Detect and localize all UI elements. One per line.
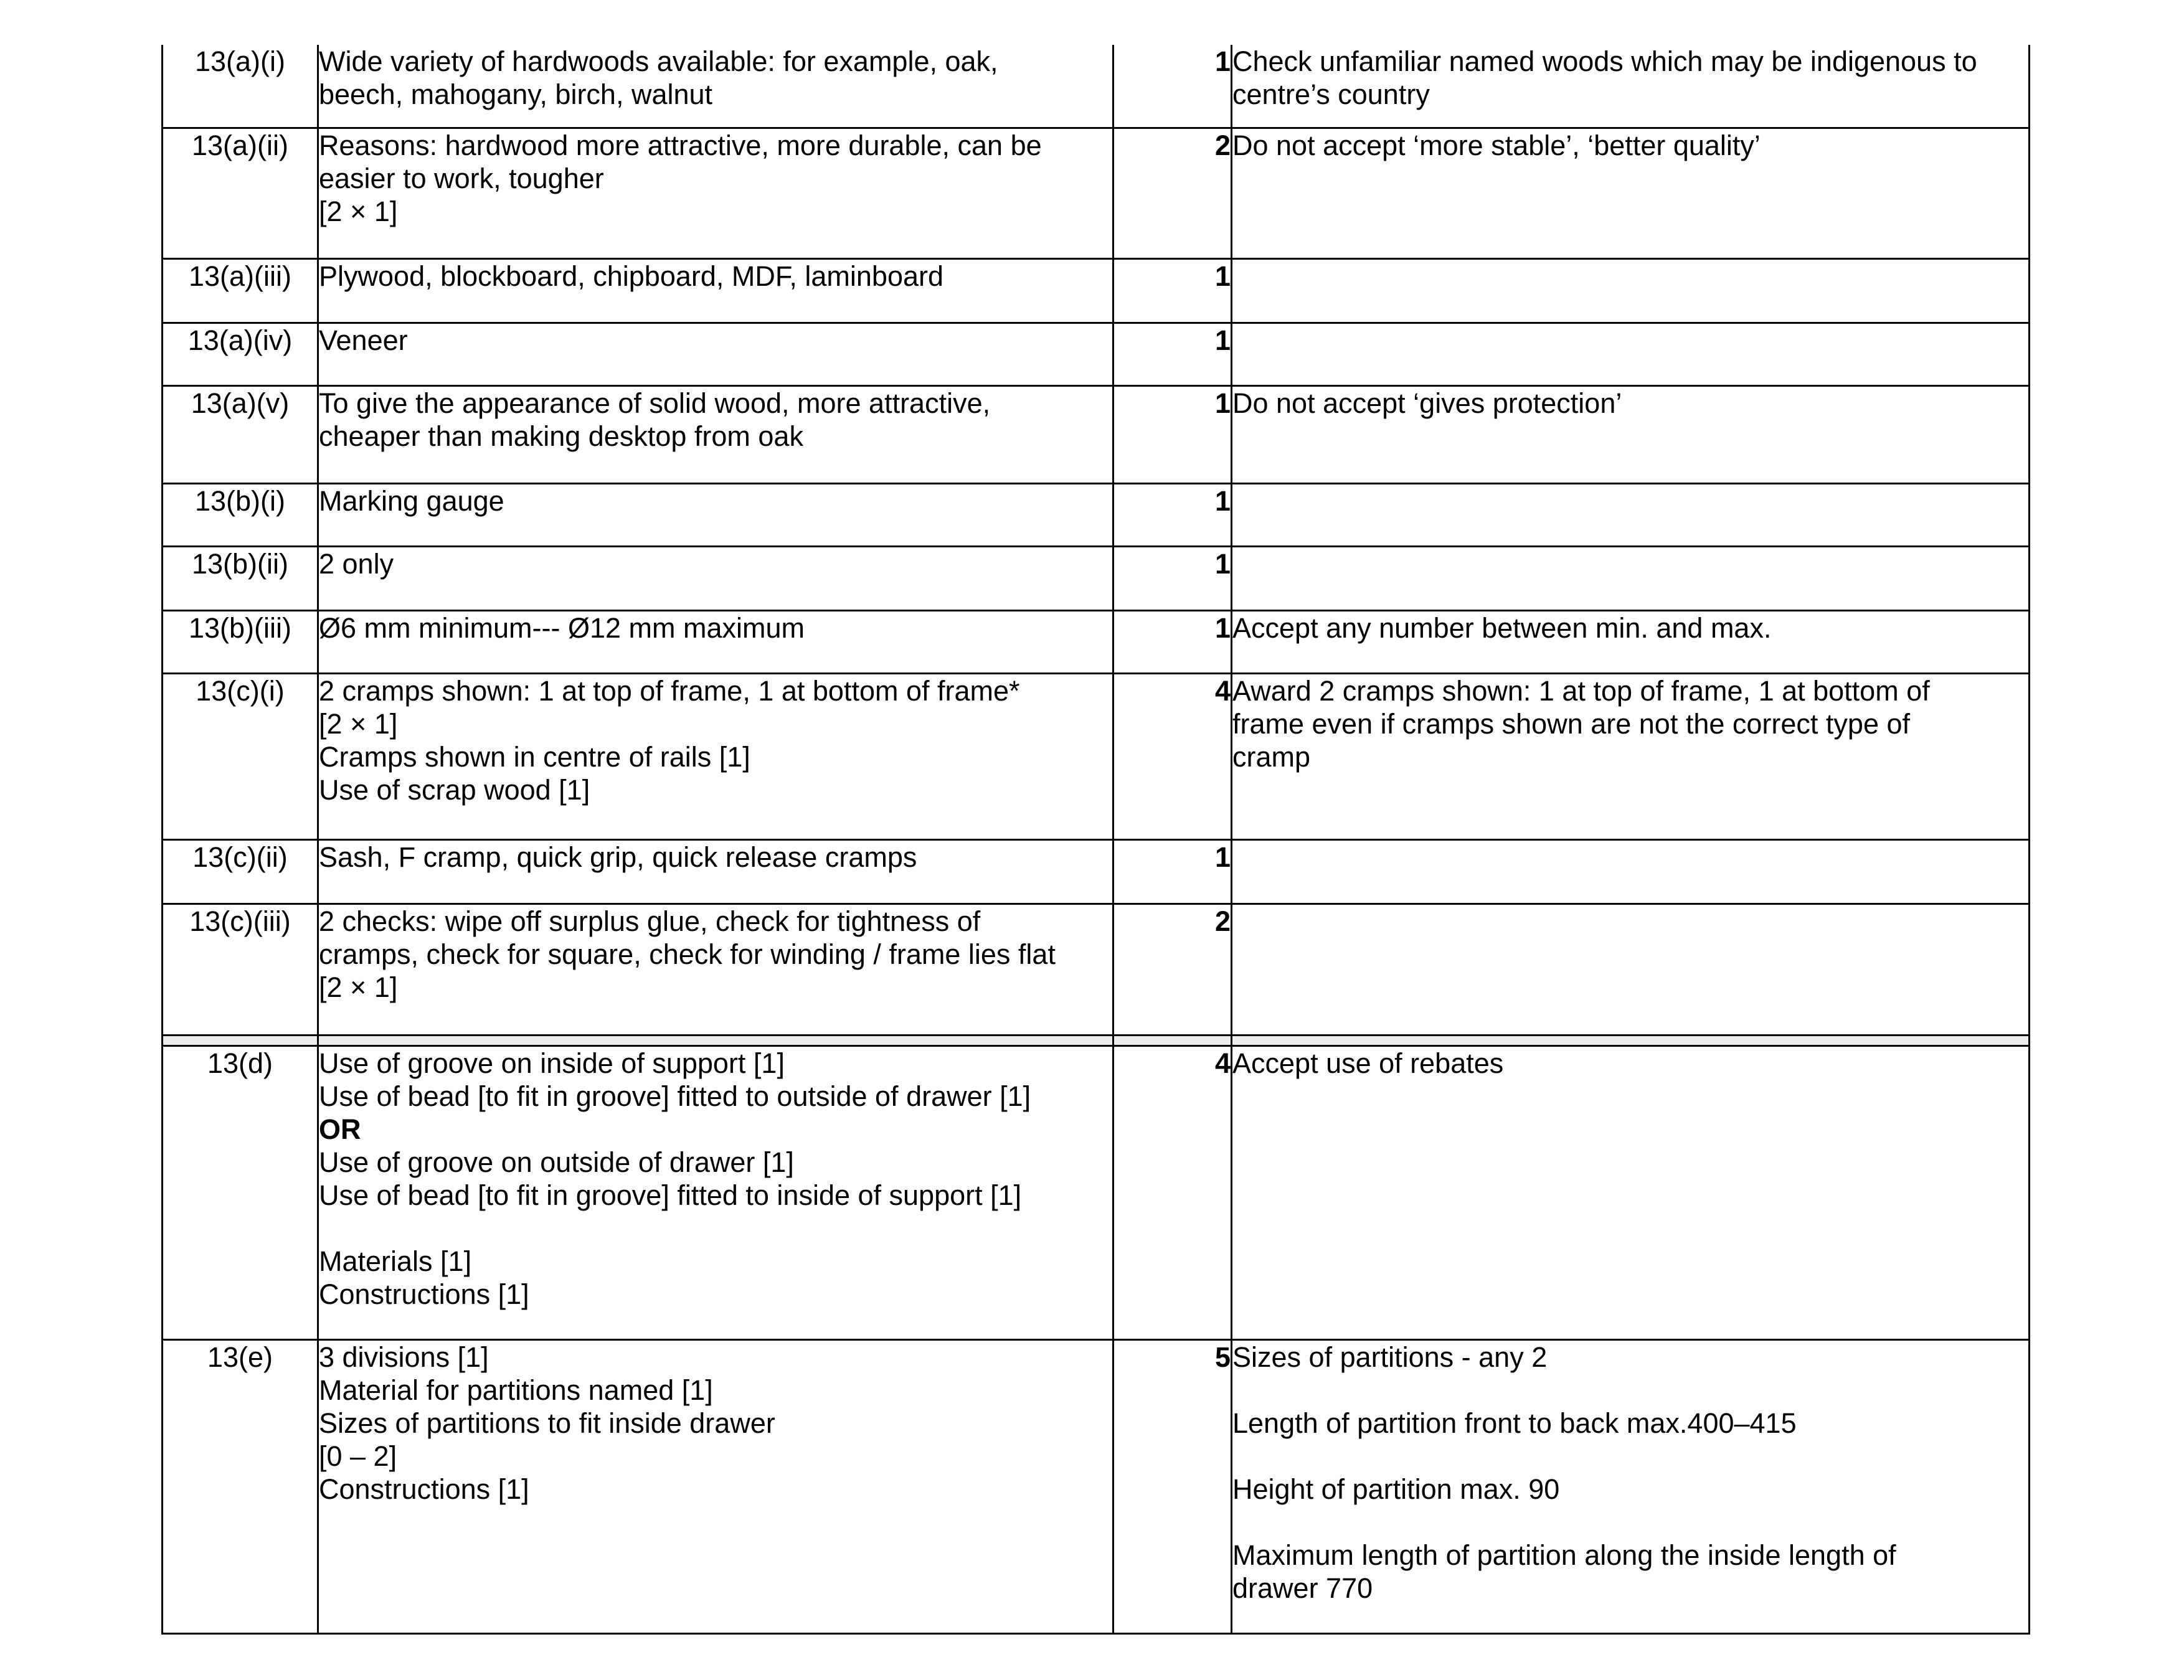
answer-line: Plywood, blockboard, chipboard, MDF, laminboard — [319, 260, 944, 292]
answer-line: 2 cramps shown: 1 at top of frame, 1 at bottom of frame* — [319, 674, 1020, 707]
guidance-line — [1232, 1440, 2028, 1473]
answer-line: Reasons: hardwood more attractive, more durable, can be — [319, 129, 1042, 161]
table-row — [163, 258, 2030, 323]
marks-value: 2 — [1113, 128, 1232, 258]
guidance-line: Check unfamiliar named woods which may be indigenous to — [1232, 45, 1977, 77]
guidance-line: drawer 770 — [1232, 1572, 1373, 1604]
answer-line: [2 × 1] — [319, 707, 398, 740]
answer-cell — [318, 610, 1113, 673]
answer-line: Sizes of partitions to fit inside drawer — [319, 1407, 775, 1439]
guidance-cell — [1232, 673, 2030, 839]
answer-cell — [318, 323, 1113, 385]
answer-line: [2 × 1] — [319, 971, 398, 1003]
answer-cell — [318, 673, 1113, 839]
table-row — [163, 45, 2030, 128]
table-row — [163, 610, 2030, 673]
answer-line: Wide variety of hardwoods available: for example, oak, — [319, 45, 998, 77]
marks-value: 4 — [1113, 673, 1232, 839]
answer-line: beech, mahogany, birch, walnut — [319, 78, 713, 110]
marks-value: 1 — [1113, 45, 1232, 128]
table-row — [163, 385, 2030, 483]
guidance-line: Do not accept ‘more stable’, ‘better quality’ — [1232, 129, 1761, 161]
answer-cell — [318, 483, 1113, 546]
answer-line: [2 × 1] — [319, 195, 398, 227]
guidance-cell — [1232, 128, 2030, 258]
guidance-cell — [1232, 385, 2030, 483]
guidance-line — [1232, 1374, 2028, 1407]
answer-line: Use of groove on inside of support [1] — [319, 1047, 785, 1079]
question-number: 13(a)(v) — [163, 385, 318, 483]
table-row — [163, 904, 2030, 1035]
answer-line: Marking gauge — [319, 484, 504, 517]
answer-line: Use of groove on outside of drawer [1] — [319, 1146, 794, 1178]
table-row — [163, 546, 2030, 610]
mark-scheme-table — [161, 45, 2030, 1635]
answer-line: Constructions [1] — [319, 1278, 529, 1310]
guidance-line: Do not accept ‘gives protection’ — [1232, 387, 1622, 419]
question-number: 13(b)(i) — [163, 483, 318, 546]
guidance-line: cramp — [1232, 740, 1311, 773]
answer-line: Sash, F cramp, quick grip, quick release cramps — [319, 841, 917, 873]
marks-value: 4 — [1113, 1045, 1232, 1339]
answer-line: 2 checks: wipe off surplus glue, check for tightness of — [319, 905, 981, 937]
answer-line: cramps, check for square, check for winding / frame lies flat — [319, 938, 1056, 970]
question-number: 13(a)(i) — [163, 45, 318, 128]
answer-line: Constructions [1] — [319, 1473, 529, 1505]
answer-line: To give the appearance of solid wood, more attractive, — [319, 387, 991, 419]
answer-cell — [318, 904, 1113, 1035]
marks-value: 1 — [1113, 546, 1232, 610]
answer-line: cheaper than making desktop from oak — [319, 420, 803, 452]
question-number: 13(d) — [163, 1045, 318, 1339]
guidance-cell — [1232, 1045, 2030, 1339]
guidance-line: Length of partition front to back max.400–415 — [1232, 1407, 1797, 1439]
marks-value: 1 — [1113, 258, 1232, 323]
guidance-line: Accept use of rebates — [1232, 1047, 1504, 1079]
marks-value: 1 — [1113, 385, 1232, 483]
answer-line-or: OR — [319, 1113, 361, 1145]
guidance-line: centre’s country — [1232, 78, 1430, 110]
guidance-cell — [1232, 258, 2030, 323]
question-number: 13(b)(ii) — [163, 546, 318, 610]
marks-value: 5 — [1113, 1339, 1232, 1633]
table-row — [163, 1045, 2030, 1339]
guidance-cell — [1232, 839, 2030, 904]
question-number: 13(a)(iv) — [163, 323, 318, 385]
answer-cell — [318, 1339, 1113, 1633]
answer-cell — [318, 839, 1113, 904]
guidance-cell — [1232, 323, 2030, 385]
table-separator — [163, 1035, 2030, 1045]
question-number: 13(a)(iii) — [163, 258, 318, 323]
guidance-line: Maximum length of partition along the inside length of — [1232, 1539, 1896, 1571]
guidance-cell — [1232, 483, 2030, 546]
guidance-cell — [1232, 546, 2030, 610]
answer-line: Cramps shown in centre of rails [1] — [319, 740, 750, 773]
guidance-line: frame even if cramps shown are not the correct type of — [1232, 707, 1910, 740]
table-row — [163, 839, 2030, 904]
answer-line: Use of bead [to fit in groove] fitted to inside of support [1] — [319, 1179, 1022, 1211]
guidance-cell — [1232, 1339, 2030, 1633]
question-number: 13(b)(iii) — [163, 610, 318, 673]
answer-line: Ø6 mm minimum--- Ø12 mm maximum — [319, 611, 805, 644]
answer-cell — [318, 546, 1113, 610]
table-row — [163, 483, 2030, 546]
answer-line: Materials [1] — [319, 1245, 472, 1277]
guidance-line: Award 2 cramps shown: 1 at top of frame, 1 at bottom of — [1232, 674, 1930, 707]
question-number: 13(c)(i) — [163, 673, 318, 839]
marks-value: 1 — [1113, 839, 1232, 904]
guidance-cell — [1232, 904, 2030, 1035]
answer-line: Use of bead [to fit in groove] fitted to outside of drawer [1] — [319, 1080, 1031, 1112]
answer-line: 3 divisions [1] — [319, 1341, 489, 1373]
answer-line — [319, 1212, 1112, 1245]
answer-cell — [318, 258, 1113, 323]
answer-line: [0 – 2] — [319, 1440, 397, 1472]
question-number: 13(c)(ii) — [163, 839, 318, 904]
answer-cell — [318, 385, 1113, 483]
question-number: 13(e) — [163, 1339, 318, 1633]
answer-line: Use of scrap wood [1] — [319, 773, 590, 806]
marks-value: 1 — [1113, 323, 1232, 385]
answer-cell — [318, 128, 1113, 258]
marks-value: 1 — [1113, 610, 1232, 673]
answer-line: Material for partitions named [1] — [319, 1374, 713, 1406]
answer-line: Veneer — [319, 324, 408, 356]
table-row — [163, 1339, 2030, 1633]
answer-line: easier to work, tougher — [319, 162, 604, 194]
marks-value: 2 — [1113, 904, 1232, 1035]
answer-cell — [318, 45, 1113, 128]
guidance-line: Height of partition max. 90 — [1232, 1473, 1560, 1505]
marks-value: 1 — [1113, 483, 1232, 546]
answer-cell — [318, 1045, 1113, 1339]
guidance-line — [1232, 1506, 2028, 1539]
question-number: 13(c)(iii) — [163, 904, 318, 1035]
table-row — [163, 673, 2030, 839]
guidance-line: Sizes of partitions - any 2 — [1232, 1341, 1548, 1373]
guidance-line: Accept any number between min. and max. — [1232, 611, 1772, 644]
answer-line: 2 only — [319, 547, 394, 580]
question-number: 13(a)(ii) — [163, 128, 318, 258]
table-row — [163, 323, 2030, 385]
table-row — [163, 128, 2030, 258]
guidance-cell — [1232, 610, 2030, 673]
guidance-cell — [1232, 45, 2030, 128]
